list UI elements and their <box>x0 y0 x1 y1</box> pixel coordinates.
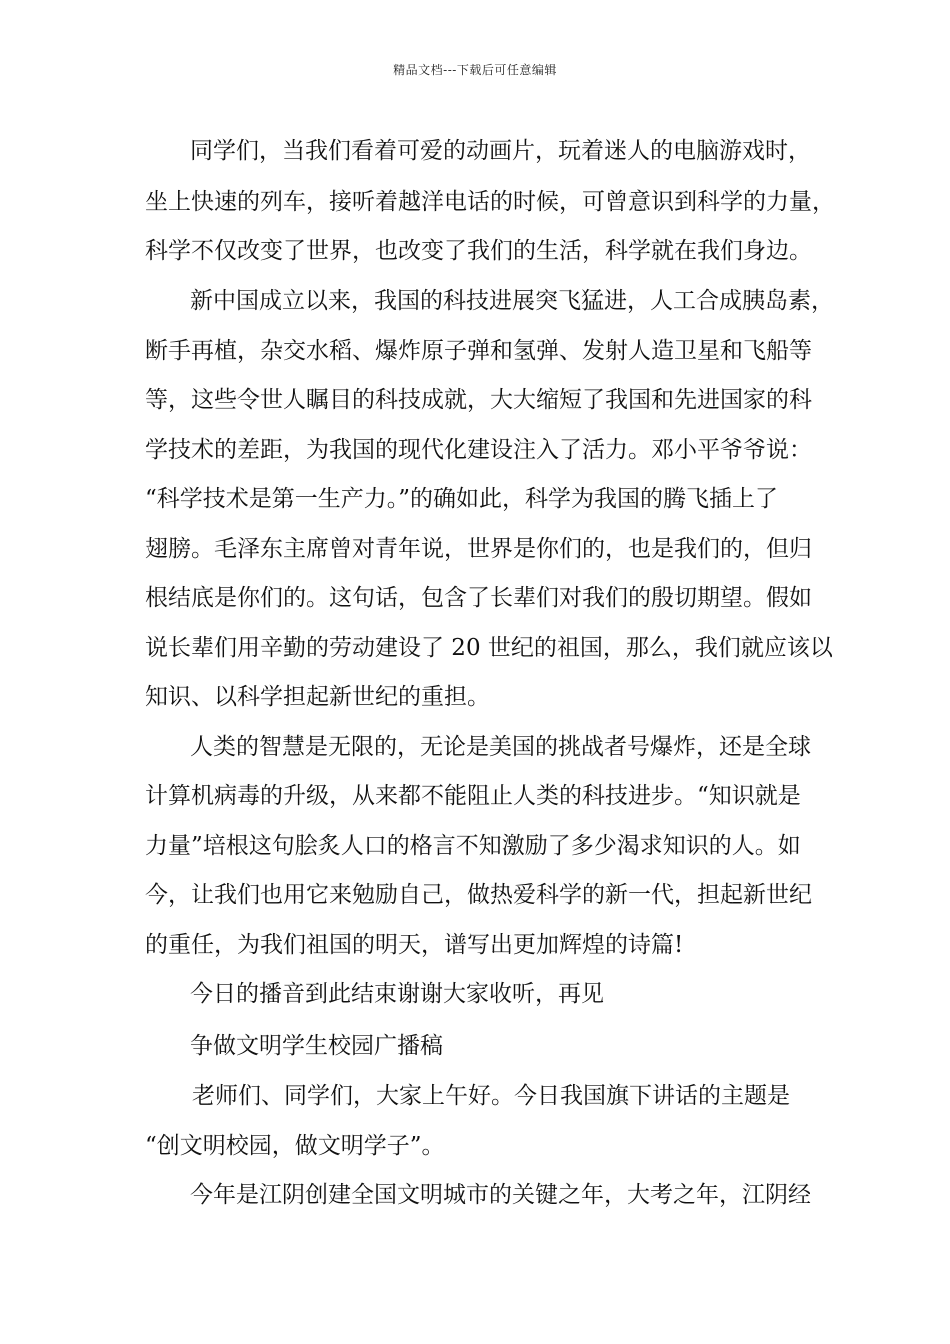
paragraph-line: 力量”培根这句脍炙人口的格言不知激励了多少渴求知识的人。如 <box>145 833 801 859</box>
paragraph-line: 同学们，当我们看着可爱的动画片，玩着迷人的电脑游戏时， <box>190 138 811 164</box>
paragraph-line: 新中国成立以来，我国的科技进展突飞猛进，人工合成胰岛素， <box>190 288 834 314</box>
paragraph-line: 老师们、同学们，大家上午好。今日我国旗下讲话的主题是 <box>192 1083 790 1109</box>
section-title: 争做文明学生校园广播稿 <box>190 1033 443 1059</box>
paragraph-line: 说长辈们用辛勤的劳动建设了 20 世纪的祖国，那么，我们就应该以 <box>145 635 833 661</box>
paragraph-line: 的重任，为我们祖国的明天，谱写出更加辉煌的诗篇! <box>145 932 684 958</box>
paragraph-line: 今年是江阴创建全国文明城市的关键之年，大考之年，江阴经 <box>190 1182 811 1208</box>
paragraph-line: 坐上快速的列车，接听着越洋电话的时候，可曾意识到科学的力量， <box>145 189 835 215</box>
paragraph-line: “创文明校园，做文明学子”。 <box>145 1133 445 1159</box>
paragraph-line: 计算机病毒的升级，从来都不能阻止人类的科技进步。“知识就是 <box>145 783 801 809</box>
paragraph-line: 等，这些令世人瞩目的科技成就，大大缩短了我国和先进国家的科 <box>145 387 812 413</box>
paragraph-line: 翅膀。毛泽东主席曾对青年说，世界是你们的，也是我们的，但归 <box>145 536 812 562</box>
paragraph-line: 今，让我们也用它来勉励自己，做热爱科学的新一代，担起新世纪 <box>145 882 812 908</box>
paragraph-line: 知识、以科学担起新世纪的重担。 <box>145 684 490 710</box>
paragraph-line: 学技术的差距，为我国的现代化建设注入了活力。邓小平爷爷说： <box>145 437 812 463</box>
closing-line: 今日的播音到此结束谢谢大家收听，再见 <box>190 981 604 1007</box>
paragraph-line: “科学技术是第一生产力。”的确如此，科学为我国的腾飞插上了 <box>145 486 779 512</box>
paragraph-line: 根结底是你们的。这句话，包含了长辈们对我们的殷切期望。假如 <box>145 585 812 611</box>
paragraph-line: 人类的智慧是无限的，无论是美国的挑战者号爆炸，还是全球 <box>190 734 811 760</box>
paragraph-line: 科学不仅改变了世界，也改变了我们的生活，科学就在我们身边。 <box>145 238 812 264</box>
page-header: 精品文档---下载后可任意编辑 <box>393 63 557 77</box>
paragraph-line: 断手再植，杂交水稻、爆炸原子弹和氢弹、发射人造卫星和飞船等 <box>145 338 812 364</box>
